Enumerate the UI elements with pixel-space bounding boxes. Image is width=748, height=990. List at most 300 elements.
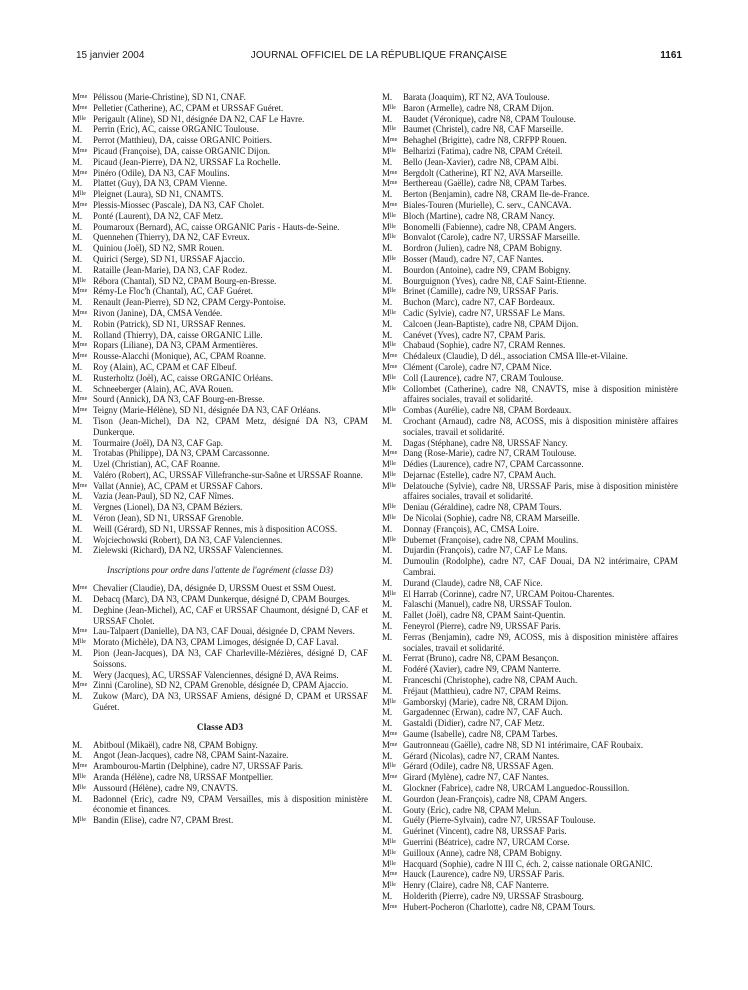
salutation: M. bbox=[382, 675, 393, 686]
entry-text: Zukow (Marc), DA N3, URSSAF Amiens, désigné D, CPAM et URSSAF Guéret. bbox=[93, 691, 368, 713]
entry-text: Pion (Jean-Jacques), DA N3, CAF Charleville-Mézières, désigné D, CAF Soissons. bbox=[93, 648, 368, 669]
list-item bbox=[382, 535, 678, 546]
entry-text: Bonvalot (Carole), cadre N7, URSSAF Marseille. bbox=[403, 232, 580, 243]
salutation: M. bbox=[382, 275, 393, 286]
list-item bbox=[382, 481, 678, 503]
list-item bbox=[382, 653, 678, 664]
list-item bbox=[72, 146, 368, 157]
list-item bbox=[382, 837, 678, 848]
list-item bbox=[382, 589, 678, 600]
entry-text: Dejarnac (Estelle), cadre N7, CPAM Auch. bbox=[403, 469, 556, 480]
entry-text: Bonomelli (Fabienne), cadre N8, CPAM Angers. bbox=[403, 221, 577, 232]
list-item bbox=[382, 448, 678, 459]
entry-text: Fallet (Joël), cadre N8, CPAM Saint-Quentin. bbox=[403, 610, 566, 621]
salutation: M. bbox=[382, 664, 393, 675]
salutation: M. bbox=[72, 383, 83, 394]
list-item bbox=[382, 891, 678, 902]
list-item bbox=[382, 815, 678, 826]
entry-text: Gourdon (Jean-François), cadre N8, CPAM Angers. bbox=[403, 793, 588, 804]
salutation: M. bbox=[382, 750, 393, 761]
list-item bbox=[72, 135, 368, 146]
salutation: $M^{lle}$ bbox=[72, 772, 86, 783]
entry-text: Hubert-Pocheron (Charlotte), cadre N8, CPAM Tours. bbox=[403, 901, 596, 912]
salutation: $M^{lle}$ bbox=[72, 189, 86, 200]
salutation: M. bbox=[382, 92, 393, 102]
salutation: M. bbox=[382, 523, 393, 534]
list-item bbox=[72, 394, 368, 405]
entry-text: Bosser (Maud), cadre N7, CAF Nantes. bbox=[403, 253, 544, 264]
salutation: M. bbox=[382, 415, 393, 426]
salutation: M. bbox=[382, 826, 393, 837]
list-item bbox=[382, 740, 678, 751]
entry-text: Schneeberger (Alain), AC, AVA Rouen. bbox=[93, 383, 234, 394]
list-item bbox=[72, 243, 368, 254]
list-item bbox=[382, 599, 678, 610]
entry-text: Hauck (Laurence), cadre N9, URSSAF Paris. bbox=[403, 869, 565, 880]
salutation: M. bbox=[382, 243, 393, 254]
list-item bbox=[72, 648, 368, 670]
list-item bbox=[72, 459, 368, 470]
list-item bbox=[72, 405, 368, 416]
list-item bbox=[382, 783, 678, 794]
salutation: $M^{lle}$ bbox=[382, 836, 396, 847]
list-item bbox=[72, 211, 368, 222]
salutation: $M^{lle}$ bbox=[382, 469, 396, 480]
list-item bbox=[382, 276, 678, 287]
list-item bbox=[72, 545, 368, 556]
list-item bbox=[382, 805, 678, 816]
salutation: M. bbox=[72, 221, 83, 232]
entries-list-3 bbox=[72, 740, 368, 826]
salutation: $M^{lle}$ bbox=[382, 253, 396, 264]
entry-text: Teigny (Marie-Hélène), SD N1, désignée DA N3, CAF Orléans. bbox=[93, 405, 321, 416]
entry-text: Véron (Jean), SD N1, URSSAF Grenoble. bbox=[93, 513, 244, 524]
class-title: Classe AD3 bbox=[196, 722, 244, 733]
list-item bbox=[72, 815, 368, 826]
salutation: M. bbox=[382, 793, 393, 804]
list-item bbox=[72, 178, 368, 189]
entry-text: Abitboul (Mikaël), cadre N8, CPAM Bobigny. bbox=[93, 739, 258, 750]
salutation: M. bbox=[72, 523, 83, 534]
list-item bbox=[72, 200, 368, 211]
entry-text: Badonnel (Eric), cadre N9, CPAM Versailles, mis à disposition ministère économie et finances. bbox=[93, 793, 368, 815]
entry-text: Uzel (Christian), AC, CAF Roanne. bbox=[93, 459, 220, 470]
entry-text: Feneyrol (Pierre), cadre N9, URSSAF Paris. bbox=[403, 621, 561, 632]
salutation: M. bbox=[382, 815, 393, 826]
list-item bbox=[72, 416, 368, 438]
list-item bbox=[382, 92, 678, 103]
entry-text: Guély (Pierre-Sylvain), cadre N7, URSSAF Toulouse. bbox=[403, 815, 596, 826]
salutation: M. bbox=[72, 243, 83, 254]
list-item bbox=[72, 124, 368, 135]
list-item bbox=[382, 826, 678, 837]
entry-text: Ponté (Laurent), DA N2, CAF Metz. bbox=[93, 210, 224, 221]
salutation: $M^{me}$ bbox=[382, 361, 398, 372]
salutation: $M^{me}$ bbox=[72, 307, 88, 318]
list-item bbox=[382, 869, 678, 880]
entry-text: Gastaldi (Didier), cadre N7, CAF Metz. bbox=[403, 718, 545, 729]
salutation: M. bbox=[72, 372, 83, 383]
entry-text: Pélissou (Marie-Christine), SD N1, CNAF. bbox=[93, 92, 246, 102]
entry-text: Lau-Talpaert (Danielle), DA N3, CAF Douai, désignée D, CPAM Nevers. bbox=[93, 626, 355, 637]
salutation: $M^{lle}$ bbox=[382, 847, 396, 858]
entry-text: Aussourd (Hélène), cadre N9, CNAVTS. bbox=[93, 782, 239, 793]
list-item bbox=[72, 491, 368, 502]
salutation: M. bbox=[72, 469, 83, 480]
list-item bbox=[382, 286, 678, 297]
entry-text: Fodéré (Xavier), cadre N9, CPAM Nanterre. bbox=[403, 664, 561, 675]
list-item bbox=[382, 178, 678, 189]
list-item bbox=[382, 751, 678, 762]
entry-text: Deniau (Géraldine), cadre N8, CPAM Tours. bbox=[403, 502, 562, 513]
list-item bbox=[382, 124, 678, 135]
salutation: $M^{lle}$ bbox=[382, 761, 396, 772]
entry-text: Falaschi (Manuel), cadre N8, URSSAF Toulon. bbox=[403, 599, 572, 610]
salutation: M. bbox=[72, 459, 83, 470]
entry-text: Dédies (Laurence), cadre N7, CPAM Carcassonne. bbox=[403, 459, 584, 470]
salutation: M. bbox=[72, 253, 83, 264]
right-column bbox=[382, 92, 678, 913]
list-item bbox=[72, 308, 368, 319]
salutation: $M^{lle}$ bbox=[382, 534, 396, 545]
list-item bbox=[382, 157, 678, 168]
salutation: M. bbox=[72, 264, 83, 275]
list-item bbox=[72, 761, 368, 772]
entry-text: Belharizi (Fatima), cadre N8, CPAM Créteil. bbox=[403, 145, 563, 156]
list-item bbox=[72, 794, 368, 816]
salutation: $M^{me}$ bbox=[382, 869, 398, 880]
list-item bbox=[72, 340, 368, 351]
entry-text: Rusterholtz (Joël), AC, caisse ORGANIC Orléans. bbox=[93, 372, 273, 383]
salutation: $M^{lle}$ bbox=[72, 113, 86, 124]
list-item bbox=[382, 578, 678, 589]
list-item bbox=[72, 502, 368, 513]
list-item bbox=[72, 448, 368, 459]
entry-text: Barata (Joaquim), RT N2, AVA Toulouse. bbox=[403, 92, 550, 102]
entry-text: Rousse-Alacchi (Monique), AC, CPAM Roanne. bbox=[93, 351, 266, 362]
list-item bbox=[382, 470, 678, 481]
list-item bbox=[72, 740, 368, 751]
list-item bbox=[382, 686, 678, 697]
entry-text: Baron (Armelle), cadre N8, CRAM Dijon. bbox=[403, 102, 554, 113]
entry-text: Collombet (Catherine), cadre N8, CNAVTS, mise à disposition ministère affaires sociales, travail et solidarité. bbox=[403, 383, 678, 405]
list-item bbox=[72, 297, 368, 308]
salutation: $M^{me}$ bbox=[72, 102, 88, 113]
salutation: M. bbox=[382, 189, 393, 200]
entry-text: Valéro (Robert), AC, URSSAF Villefranche-sur-Saône et URSSAF Roanne. bbox=[93, 469, 363, 480]
salutation: $M^{lle}$ bbox=[382, 405, 396, 416]
entry-text: Biales-Touren (Murielle), C. serv., CANCAVA. bbox=[403, 199, 572, 210]
list-item bbox=[382, 232, 678, 243]
salutation: M. bbox=[72, 210, 83, 221]
salutation: M. bbox=[72, 534, 83, 545]
entry-text: Rémy-Le Floc'h (Chantal), AC, CAF Guéret. bbox=[93, 286, 253, 297]
salutation: $M^{lle}$ bbox=[382, 210, 396, 221]
entry-text: Angot (Jean-Jacques), cadre N8, CPAM Saint-Nazaire. bbox=[93, 750, 289, 761]
list-item bbox=[382, 211, 678, 222]
list-item bbox=[382, 675, 678, 686]
salutation: $M^{lle}$ bbox=[382, 102, 396, 113]
list-item bbox=[72, 772, 368, 783]
list-item bbox=[382, 114, 678, 125]
list-item bbox=[382, 200, 678, 211]
entry-text: Quennehen (Thierry), DA N2, CAF Evreux. bbox=[93, 232, 250, 243]
list-item bbox=[382, 848, 678, 859]
salutation: $M^{me}$ bbox=[382, 448, 398, 459]
entry-text: Quirici (Serge), SD N1, URSSAF Ajaccio. bbox=[93, 253, 245, 264]
entry-text: Franceschi (Christophe), cadre N8, CPAM Auch. bbox=[403, 675, 578, 686]
list-item bbox=[382, 416, 678, 438]
list-item bbox=[72, 168, 368, 179]
entry-text: El Harrab (Corinne), cadre N7, URCAM Poitou-Charentes. bbox=[403, 588, 615, 599]
entry-text: Perrot (Matthieu), DA, caisse ORGANIC Poitiers. bbox=[93, 135, 272, 146]
entry-text: Bergdolt (Catherine), RT N2, AVA Marseille. bbox=[403, 167, 564, 178]
salutation: M. bbox=[382, 556, 393, 567]
salutation: $M^{lle}$ bbox=[382, 513, 396, 524]
salutation: M. bbox=[72, 135, 83, 146]
salutation: M. bbox=[382, 297, 393, 308]
salutation: $M^{lle}$ bbox=[382, 340, 396, 351]
salutation: $M^{me}$ bbox=[72, 480, 88, 491]
list-item bbox=[382, 556, 678, 578]
entry-text: Dubernet (Françoise), cadre N8, CPAM Moulins. bbox=[403, 534, 579, 545]
list-item bbox=[72, 373, 368, 384]
salutation: $M^{lle}$ bbox=[382, 480, 396, 491]
entry-text: Fréjaut (Matthieu), cadre N7, CPAM Reims. bbox=[403, 685, 561, 696]
list-item bbox=[382, 859, 678, 870]
entry-text: Rébora (Chantal), SD N2, CPAM Bourg-en-Bresse. bbox=[93, 275, 277, 286]
salutation: M. bbox=[72, 648, 83, 659]
list-item bbox=[382, 707, 678, 718]
list-item bbox=[72, 637, 368, 648]
salutation: $M^{me}$ bbox=[72, 145, 88, 156]
list-item bbox=[72, 362, 368, 373]
salutation: $M^{me}$ bbox=[72, 583, 88, 594]
entry-text: Canévet (Yves), cadre N7, CPAM Paris. bbox=[403, 329, 546, 340]
salutation: M. bbox=[382, 264, 393, 275]
salutation: M. bbox=[72, 669, 83, 680]
entry-text: Gargadennec (Erwan), cadre N7, CAF Auch. bbox=[403, 707, 563, 718]
salutation: M. bbox=[72, 793, 83, 804]
entry-text: Roy (Alain), AC, CPAM et CAF Elbeuf. bbox=[93, 361, 237, 372]
salutation: $M^{me}$ bbox=[382, 901, 398, 912]
list-item bbox=[382, 718, 678, 729]
list-item bbox=[382, 794, 678, 805]
list-item bbox=[72, 481, 368, 492]
list-item bbox=[382, 362, 678, 373]
entry-text: Guerrini (Béatrice), cadre N7, URCAM Corse. bbox=[403, 836, 570, 847]
list-item bbox=[72, 535, 368, 546]
list-item bbox=[382, 384, 678, 406]
list-item bbox=[382, 524, 678, 535]
entry-text: Zinni (Caroline), SD N2, CPAM Grenoble, désignée D, CPAM Ajaccio. bbox=[93, 680, 349, 691]
list-item bbox=[72, 286, 368, 297]
salutation: $M^{lle}$ bbox=[382, 880, 396, 891]
list-item bbox=[382, 135, 678, 146]
list-item bbox=[382, 222, 678, 233]
salutation: M. bbox=[382, 685, 393, 696]
salutation: $M^{lle}$ bbox=[382, 145, 396, 156]
list-item bbox=[382, 330, 678, 341]
list-item bbox=[382, 265, 678, 276]
salutation: M. bbox=[382, 113, 393, 124]
entry-text: Rolland (Thierry), DA, caisse ORGANIC Lille. bbox=[93, 329, 263, 340]
salutation: $M^{me}$ bbox=[72, 92, 88, 102]
entry-text: Baumet (Christel), cadre N8, CAF Marseille. bbox=[403, 124, 564, 135]
salutation: M. bbox=[72, 318, 83, 329]
entry-text: Ropars (Liliane), DA N3, CPAM Armentières. bbox=[93, 340, 258, 351]
salutation: $M^{me}$ bbox=[72, 680, 88, 691]
salutation: M. bbox=[382, 545, 393, 556]
salutation: $M^{me}$ bbox=[382, 178, 398, 189]
list-item bbox=[382, 319, 678, 330]
page-header bbox=[76, 50, 682, 64]
entry-text: Durand (Claude), cadre N8, CAF Nice. bbox=[403, 577, 543, 588]
list-item bbox=[382, 103, 678, 114]
list-item bbox=[382, 902, 678, 913]
entry-text: Wery (Jacques), AC, URSSAF Valenciennes, désigné D, AVA Reims. bbox=[93, 669, 339, 680]
list-item bbox=[382, 632, 678, 654]
list-item bbox=[72, 222, 368, 233]
salutation: $M^{me}$ bbox=[72, 351, 88, 362]
entry-text: Gamborskyj (Marie), cadre N8, CRAM Dijon. bbox=[403, 696, 569, 707]
list-item bbox=[382, 513, 678, 524]
entries-list-1 bbox=[72, 92, 368, 556]
salutation: $M^{lle}$ bbox=[72, 815, 86, 826]
list-item bbox=[382, 697, 678, 708]
entry-text: Cadic (Sylvie), cadre N7, URSSAF Le Mans. bbox=[403, 307, 565, 318]
list-item bbox=[382, 297, 678, 308]
salutation: M. bbox=[72, 124, 83, 135]
entry-text: Hacquard (Sophie), cadre N III C, éch. 2, caisse nationale ORGANIC. bbox=[403, 858, 653, 869]
salutation: M. bbox=[72, 415, 83, 426]
entry-text: Arambourou-Martin (Delphine), cadre N7, URSSAF Paris. bbox=[93, 761, 304, 772]
entry-text: Pelletier (Catherine), AC, CPAM et URSSAF Guéret. bbox=[93, 102, 284, 113]
entry-text: Trotabas (Philippe), DA N3, CPAM Carcassonne. bbox=[93, 448, 270, 459]
entry-text: Dujardin (François), cadre N7, CAF Le Mans. bbox=[403, 545, 568, 556]
salutation: M. bbox=[382, 621, 393, 632]
salutation: M. bbox=[72, 739, 83, 750]
entry-text: Ferras (Benjamin), cadre N9, ACOSS, mis à disposition ministère affaires sociales, travail et solidarité. bbox=[403, 631, 678, 653]
salutation: M. bbox=[72, 361, 83, 372]
salutation: M. bbox=[72, 329, 83, 340]
entry-text: Behaghel (Brigitte), cadre N8, CRFPP Rouen. bbox=[403, 135, 567, 146]
salutation: M. bbox=[382, 437, 393, 448]
entry-text: Berthereau (Gaëlle), cadre N8, CPAM Tarbes. bbox=[403, 178, 567, 189]
salutation: M. bbox=[72, 604, 83, 615]
salutation: M. bbox=[72, 513, 83, 524]
entry-text: Robin (Patrick), SD N1, URSSAF Rennes. bbox=[93, 318, 246, 329]
salutation: M. bbox=[382, 599, 393, 610]
entry-text: Renault (Jean-Pierre), SD N2, CPAM Cergy-Pontoise. bbox=[93, 297, 286, 308]
list-item bbox=[72, 265, 368, 276]
salutation: M. bbox=[382, 318, 393, 329]
list-item bbox=[382, 373, 678, 384]
list-item bbox=[382, 243, 678, 254]
salutation: $M^{lle}$ bbox=[382, 502, 396, 513]
list-item bbox=[72, 583, 368, 594]
entry-text: Perrin (Eric), AC, caisse ORGANIC Toulouse. bbox=[93, 124, 259, 135]
entry-text: Bourguignon (Yves), cadre N8, CAF Saint-Etienne. bbox=[403, 275, 587, 286]
entry-text: Rataille (Jean-Marie), DA N3, CAF Rodez. bbox=[93, 264, 248, 275]
list-item bbox=[72, 384, 368, 395]
entry-text: Bandin (Elise), cadre N7, CPAM Brest. bbox=[93, 815, 234, 826]
entry-text: Vallat (Annie), AC, CPAM et URSSAF Cahors. bbox=[93, 480, 263, 491]
entry-text: Poumaroux (Bernard), AC, caisse ORGANIC Paris - Hauts-de-Seine. bbox=[93, 221, 340, 232]
entry-text: Delatouche (Sylvie), cadre N8, URSSAF Paris, mise à disposition ministère affaires sociales, travail et solidarité. bbox=[403, 480, 678, 502]
salutation: M. bbox=[72, 491, 83, 502]
salutation: M. bbox=[72, 691, 83, 702]
salutation: M. bbox=[72, 448, 83, 459]
salutation: $M^{me}$ bbox=[382, 739, 398, 750]
list-item bbox=[72, 254, 368, 265]
salutation: M. bbox=[382, 718, 393, 729]
list-item bbox=[72, 626, 368, 637]
list-item bbox=[72, 189, 368, 200]
entry-text: Plessis-Miossec (Pascale), DA N3, CAF Cholet. bbox=[93, 199, 265, 210]
salutation: $M^{lle}$ bbox=[382, 286, 396, 297]
list-item bbox=[72, 691, 368, 713]
entry-text: Weill (Gérard), SD N1, URSSAF Rennes, mis à disposition ACOSS. bbox=[93, 523, 338, 534]
list-item bbox=[72, 594, 368, 605]
list-item bbox=[382, 621, 678, 632]
entries-list-right bbox=[382, 92, 678, 913]
entry-text: Bordron (Julien), cadre N8, CPAM Bobigny. bbox=[403, 243, 562, 254]
entry-text: Gérard (Nicolas), cadre N7, CRAM Nantes. bbox=[403, 750, 560, 761]
entry-text: Bourdon (Antoine), cadre N9, CPAM Bobigny. bbox=[403, 264, 571, 275]
salutation: $M^{me}$ bbox=[382, 351, 398, 362]
list-item bbox=[382, 545, 678, 556]
entry-text: De Nicolai (Sophie), cadre N8, CRAM Marseille. bbox=[403, 513, 580, 524]
salutation: $M^{lle}$ bbox=[382, 232, 396, 243]
entry-text: Combas (Aurélie), cadre N8, CPAM Bordeaux. bbox=[403, 405, 572, 416]
entry-text: Gaume (Isabelle), cadre N8, CPAM Tarbes. bbox=[403, 729, 558, 740]
list-item bbox=[382, 772, 678, 783]
entry-text: Tison (Jean-Michel), DA N2, CPAM Metz, désigné DA N3, CPAM Dunkerque. bbox=[93, 415, 368, 437]
entry-text: Holderith (Pierre), cadre N9, URSSAF Strasbourg. bbox=[403, 890, 584, 901]
list-item bbox=[382, 610, 678, 621]
list-item bbox=[72, 319, 368, 330]
list-item bbox=[72, 783, 368, 794]
list-item bbox=[382, 405, 678, 416]
list-item bbox=[382, 351, 678, 362]
list-item bbox=[72, 438, 368, 449]
entry-text: Deghine (Jean-Michel), AC, CAF et URSSAF Chaumont, désigné D, CAF et URSSAF Cholet. bbox=[93, 604, 368, 626]
entry-text: Gérard (Odile), cadre N8, URSSAF Agen. bbox=[403, 761, 554, 772]
list-item bbox=[382, 880, 678, 891]
entry-text: Calcoen (Jean-Baptiste), cadre N8, CPAM Dijon. bbox=[403, 318, 579, 329]
entry-text: Quiniou (Joël), SD N2, SMR Rouen. bbox=[93, 243, 225, 254]
salutation: $M^{lle}$ bbox=[382, 696, 396, 707]
salutation: $M^{me}$ bbox=[72, 167, 88, 178]
entry-text: Sourd (Annick), DA N3, CAF Bourg-en-Bresse. bbox=[93, 394, 265, 405]
salutation: $M^{me}$ bbox=[72, 405, 88, 416]
salutation: M. bbox=[72, 750, 83, 761]
left-column bbox=[72, 92, 368, 826]
entry-text: Berton (Benjamin), cadre N8, CRAM Ile-de-France. bbox=[403, 189, 590, 200]
entry-text: Guérinet (Vincent), cadre N8, URSSAF Paris. bbox=[403, 826, 567, 837]
entry-text: Perigault (Aline), SD N1, désignée DA N2, CAF Le Havre. bbox=[93, 113, 305, 124]
list-item bbox=[382, 459, 678, 470]
entry-text: Dagas (Stéphane), cadre N8, URSSAF Nancy. bbox=[403, 437, 568, 448]
salutation: $M^{me}$ bbox=[382, 772, 398, 783]
salutation: M. bbox=[72, 178, 83, 189]
list-item bbox=[382, 729, 678, 740]
entry-text: Crochant (Arnaud), cadre N8, ACOSS, mis à disposition ministère affaires sociales, travail et solidarité. bbox=[403, 415, 678, 437]
salutation: M. bbox=[72, 437, 83, 448]
salutation: M. bbox=[382, 577, 393, 588]
section-heading: Inscriptions pour ordre dans l'attente de l'agrément (classe D3) bbox=[107, 565, 333, 576]
